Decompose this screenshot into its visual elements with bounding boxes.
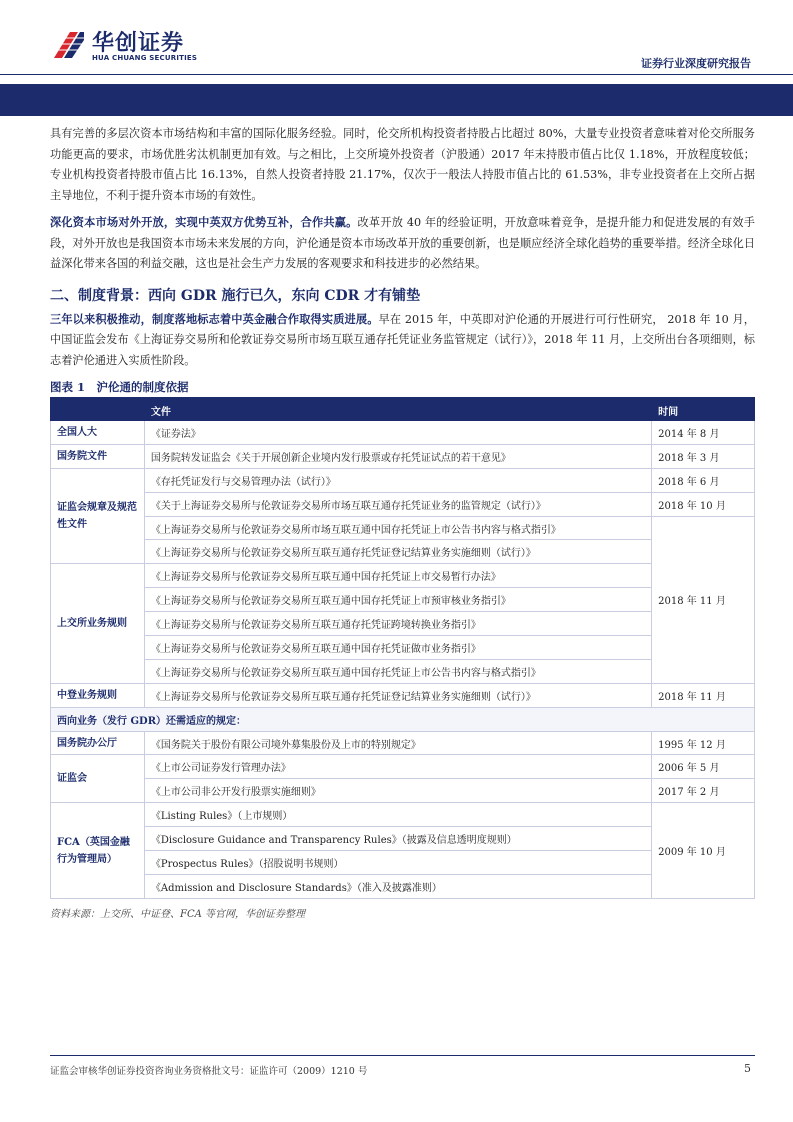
document-cell: 《上市公司非公开发行股票实施细则》 <box>144 779 651 803</box>
table-subheader-row <box>51 707 755 731</box>
document-cell: 国务院转发证监会《关于开展创新企业境内发行股票或存托凭证试点的若干意见》 <box>144 444 651 468</box>
document-cell: 《Admission and Disclosure Standards》（准入及披露准则） <box>144 874 651 898</box>
table-row <box>51 755 755 779</box>
header-band <box>0 84 793 116</box>
document-cell: 《Prospectus Rules》（招股说明书规则） <box>144 851 651 875</box>
category-cell: 国务院文件 <box>51 444 145 468</box>
table-row <box>51 683 755 707</box>
footer-divider <box>50 1055 755 1056</box>
document-cell: 《关于上海证券交易所与伦敦证券交易所市场互联互通存托凭证业务的监管规定（试行）》 <box>144 492 651 516</box>
document-cell: 《上海证券交易所与伦敦证券交易所互联互通中国存托凭证做市业务指引》 <box>144 636 651 660</box>
header-category <box>51 400 145 421</box>
table-row <box>51 659 755 683</box>
category-cell: 中登业务规则 <box>51 683 145 707</box>
table-row <box>51 731 755 755</box>
header-divider <box>0 74 793 75</box>
table-header-row <box>51 400 755 421</box>
paragraph-2-lead: 深化资本市场对外开放，实现中英双方优势互补，合作共赢。 <box>50 215 358 229</box>
document-cell: 《上海证券交易所与伦敦证券交易所市场互联互通中国存托凭证上市公告书内容与格式指引》 <box>144 516 651 540</box>
table-row <box>51 612 755 636</box>
table-row <box>51 779 755 803</box>
company-logo <box>52 26 212 70</box>
report-type-label: 证券行业深度研究报告 <box>641 57 751 70</box>
time-cell: 2018 年 11 月 <box>652 683 755 707</box>
section-title: 二、制度背景：西向 GDR 施行已久，东向 CDR 才有铺垫 <box>50 287 421 304</box>
document-cell: 《上海证券交易所与伦敦证券交易所互联互通中国存托凭证上市公告书内容与格式指引》 <box>144 659 651 683</box>
paragraph-3-body: 早在 2015 年，中英即对沪伦通的开展进行可行性研究， 2018 年 10 月，中国证监会发布《上海证券交易所和伦敦证券交易所市场互联互通存托凭证业务监管规定（试行）》，2018 年 11 月，上交所出台各项细则，标志着沪伦通进入实质性阶段。 <box>50 312 755 367</box>
category-cell: 国务院办公厅 <box>51 731 145 755</box>
document-cell: 《上海证券交易所与伦敦证券交易所互联互通存托凭证登记结算业务实施细则（试行）》 <box>144 683 651 707</box>
logo-english-name: HUA CHUANG SECURITIES <box>92 54 198 62</box>
document-cell: 《Listing Rules》（上市规则） <box>144 803 651 827</box>
time-cell: 2018 年 6 月 <box>652 468 755 492</box>
table-row <box>51 851 755 875</box>
regulation-table <box>50 399 755 899</box>
main-content <box>50 124 755 920</box>
time-cell: 2009 年 10 月 <box>652 803 755 899</box>
subheader-cell: 西向业务（发行 GDR）还需适应的规定： <box>51 707 755 731</box>
time-cell: 2017 年 2 月 <box>652 779 755 803</box>
header-document: 文件 <box>144 400 651 421</box>
paragraph-2 <box>50 212 755 275</box>
document-cell: 《上海证券交易所与伦敦证券交易所互联互通存托凭证登记结算业务实施细则（试行）》 <box>144 540 651 564</box>
document-cell: 《证券法》 <box>144 421 651 445</box>
time-cell: 2006 年 5 月 <box>652 755 755 779</box>
header-time: 时间 <box>652 400 755 421</box>
footer-license: 证监会审核华创证券投资咨询业务资格批文号：证监许可（2009）1210 号 <box>50 1066 368 1077</box>
category-cell: FCA（英国金融行为管理局） <box>51 803 145 899</box>
logo-chinese-name: 华创证券 <box>92 31 185 56</box>
paragraph-2-body: 改革开放 40 年的经验证明，开放意味着竞争，是提升能力和促进发展的有效手段，对外开放也是我国资本市场未来发展的方向，沪伦通是资本市场改革开放的重要创新，也是顺应经济全球化趋势的重要举措。经济全球化日益深化带来各国的利益交融，这也是社会生产力发展的客观要求和科技进步的必然结果。 <box>50 216 755 270</box>
table-row <box>51 444 755 468</box>
table-row <box>51 588 755 612</box>
logo-mark-icon <box>52 28 86 62</box>
paragraph-3 <box>50 309 755 372</box>
paragraph-1: 具有完善的多层次资本市场结构和丰富的国际化服务经验。同时，伦交所机构投资者持股占比超过 80%，大量专业投资者意味着对伦交所服务功能更高的要求，市场优胜劣汰机制更加有效。与之相比，上交所境外投资者（沪股通）2017 年末持股市值占比仅 1.18%，开放程度较低；专业机构投资者持股市值占比 16.13%，自然人投资者持股 21.17%，仅次于一般法人持股市值占比的 61.53%，非专业投资者在上交所占据主导地位，不利于提升资本市场的有效性。 <box>50 127 755 202</box>
document-cell: 《国务院关于股份有限公司境外募集股份及上市的特别规定》 <box>144 731 651 755</box>
category-cell: 证监会 <box>51 755 145 803</box>
table-row <box>51 516 755 540</box>
table-row <box>51 421 755 445</box>
category-cell: 上交所业务规则 <box>51 564 145 683</box>
table-row <box>51 874 755 898</box>
time-cell: 2014 年 8 月 <box>652 421 755 445</box>
document-cell: 《存托凭证发行与交易管理办法（试行）》 <box>144 468 651 492</box>
table-row <box>51 468 755 492</box>
document-cell: 《Disclosure Guidance and Transparency Rules》（披露及信息透明度规则） <box>144 827 651 851</box>
document-cell: 《上市公司证券发行管理办法》 <box>144 755 651 779</box>
document-cell: 《上海证券交易所与伦敦证券交易所互联互通中国存托凭证上市交易暂行办法》 <box>144 564 651 588</box>
table-title: 图表 1 沪伦通的制度依据 <box>50 377 755 399</box>
table-row <box>51 803 755 827</box>
time-cell: 2018 年 3 月 <box>652 444 755 468</box>
paragraph-3-lead: 三年以来积极推动，制度落地标志着中英金融合作取得实质进展。 <box>50 311 379 326</box>
table-row <box>51 564 755 588</box>
document-cell: 《上海证券交易所与伦敦证券交易所互联互通中国存托凭证上市预审核业务指引》 <box>144 588 651 612</box>
category-cell: 全国人大 <box>51 421 145 445</box>
time-cell: 2018 年 10 月 <box>652 492 755 516</box>
document-cell: 《上海证券交易所与伦敦证券交易所互联互通存托凭证跨境转换业务指引》 <box>144 612 651 636</box>
time-cell: 1995 年 12 月 <box>652 731 755 755</box>
table-row <box>51 492 755 516</box>
table-row <box>51 540 755 564</box>
category-cell: 证监会规章及规范性文件 <box>51 468 145 564</box>
table-row <box>51 827 755 851</box>
table-source: 资料来源：上交所、中证登、FCA 等官网，华创证券整理 <box>50 908 305 920</box>
page-number: 5 <box>744 1062 751 1075</box>
page-header <box>0 0 793 118</box>
table-row <box>51 636 755 660</box>
time-cell: 2018 年 11 月 <box>652 516 755 683</box>
